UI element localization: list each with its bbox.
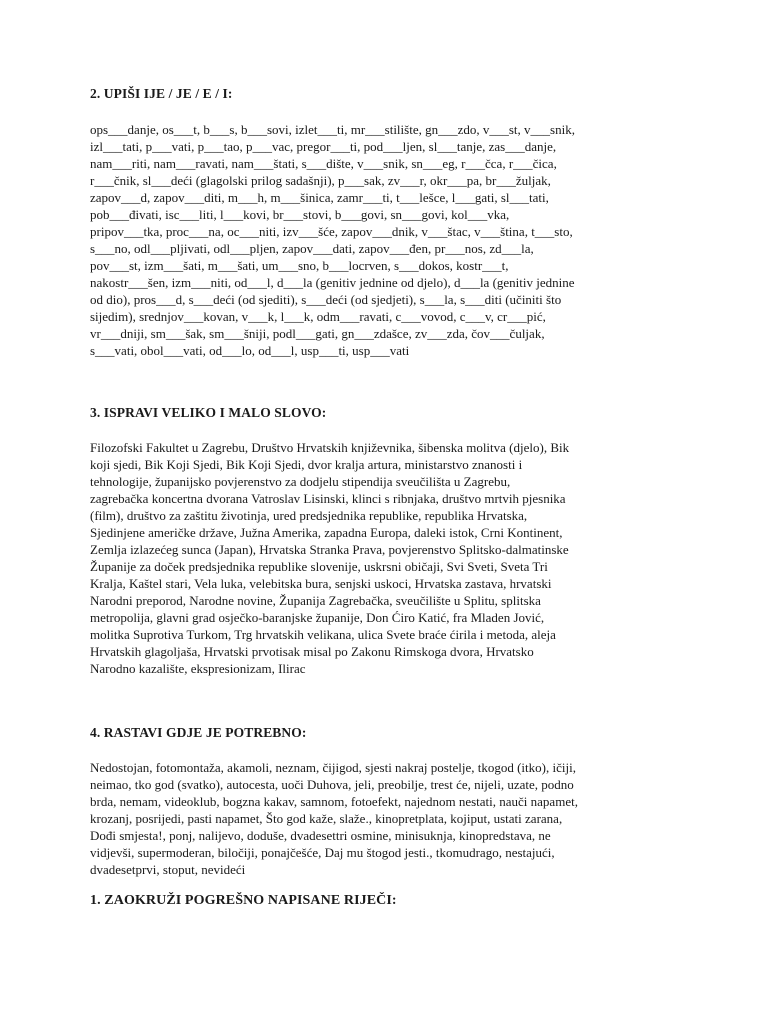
section-2-exercise-text [90,121,690,359]
text-line: r___čnik, sl___deći (glagolski prilog sadašnji), p___sak, zv___r, okr___pa, br___žuljak, [90,173,551,188]
text-line: pov___st, izm___šati, m___šati, um___sno, b___locrven, s___dokos, kostr___t, [90,258,509,273]
text-line: od dio), pros___d, s___deći (od sjediti), s___deći (od sjedjeti), s___la, s___diti (učiniti što [90,292,562,307]
text-line: izl___tati, p___vati, p___tao, p___vac, pregor___ti, pod___ljen, sl___tanje, zas___danje, [90,139,557,154]
text-line: (film), društvo za zaštitu životinja, ured predsjednika republike, republika Hrvatska, [90,508,528,523]
text-line: brda, nemam, videoklub, bogzna kakav, samnom, fotoefekt, najednom nestati, nauči napamet, [90,794,578,809]
text-line: sijedim), srednjov___kovan, v___k, l___k, odm___ravati, c___vovod, c___v, cr___pić, [90,309,546,324]
text-line: molitka Suprotiva Turkom, Trg hrvatskih velikana, ulica Svete braće ćirila i metoda, aleja [90,627,556,642]
text-line: vr___dniji, sm___šak, sm___šniji, podl___gati, gn___zdašce, zv___zda, čov___čuljak, [90,326,545,341]
section-2-heading: 2. UPIŠI IJE / JE / E / I: [90,86,233,101]
text-line: Kralja, Kaštel stari, Vela luka, velebitska bura, senjski uskoci, Hrvatska zastava, hrvatski [90,576,552,591]
text-line: zagrebačka koncertna dvorana Vatroslav Lisinski, klinci s ribnjaka, društvo mrtvih pjesnika [90,491,566,506]
text-line: Nedostojan, fotomontaža, akamoli, neznam, čijigod, sjesti nakraj postelje, tkogod (itko), ičiji, [90,760,576,775]
text-line: Hrvatskih glagoljaša, Hrvatski prvotisak misal po Zakonu Rimskoga dvora, Hrvatsko [90,644,534,659]
text-line: vidjevši, supermoderan, biločiji, ponajčešće, Daj mu štogod jesti., tkomudrago, nestajući, [90,845,555,860]
text-line: ops___danje, os___t, b___s, b___sovi, izlet___ti, mr___stilište, gn___zdo, v___st, v___snik, [90,122,575,137]
text-line: Županije za doček predsjednika republike slovenije, uskrsni običaji, Svi Sveti, Sveta Tri [90,559,548,574]
text-line: dvadesetprvi, stoput, nevideći [90,862,246,877]
text-line: pob___đivati, isc___liti, l___kovi, br___stovi, b___govi, sn___govi, kol___vka, [90,207,510,222]
text-line: krozanj, posrijedi, pasti napamet, Što god kaže, slaže., kinopretplata, kojiput, ustati zarana, [90,811,563,826]
text-line: Dođi smjesta!, ponj, nalijevo, doduše, dvadesettri osmine, minisuknja, kinopredstava, ne [90,828,551,843]
section-3-heading: 3. ISPRAVI VELIKO I MALO SLOVO: [90,405,327,420]
text-line: tehnologije, županijsko povjerenstvo za dodjelu stipendija sveučilišta u Zagrebu, [90,474,511,489]
text-line: pripov___tka, proc___na, oc___niti, izv___šće, zapov___dnik, v___štac, v___ština, t___sto, [90,224,573,239]
section-3-exercise-text [90,439,690,677]
text-line: Sjedinjene američke države, Južna Amerika, zapadna Europa, daleki istok, Crni Kontinent, [90,525,563,540]
text-line: neimao, tko god (svatko), autocesta, uoči Duhova, jeli, preobilje, trest će, nijeli, uzate, podno [90,777,574,792]
text-line: Filozofski Fakultet u Zagrebu, Društvo Hrvatskih književnika, šibenska molitva (djelo), Bik [90,440,570,455]
text-line: Narodni preporod, Narodne novine, Županija Zagrebačka, sveučilište u Splitu, splitska [90,593,541,608]
section-4-heading: 4. RASTAVI GDJE JE POTREBNO: [90,725,307,740]
text-line: metropolija, glavni grad osječko-baranjske županije, Don Ćiro Katić, fra Mladen Jović, [90,610,545,625]
text-line: nakostr___šen, izm___niti, od___l, d___la (genitiv jednine od djelo), d___la (genitiv jednine [90,275,575,290]
text-line: koji sjedi, Bik Koji Sjedi, Bik Koji Sjedi, dvor kralja artura, ministarstvo znanosti i [90,457,523,472]
text-line: nam___riti, nam___ravati, nam___štati, s___dište, v___snik, sn___eg, r___čca, r___čica, [90,156,557,171]
text-line: Narodno kazalište, ekspresionizam, Ilirac [90,661,306,676]
section-1-heading: 1. ZAOKRUŽI POGREŠNO NAPISANE RIJEČI: [90,893,397,908]
text-line: s___vati, obol___vati, od___lo, od___l, usp___ti, usp___vati [90,343,410,358]
text-line: s___no, odl___pljivati, odl___pljen, zapov___dati, zapov___đen, pr___nos, zd___la, [90,241,534,256]
text-line: Zemlja izlazećeg sunca (Japan), Hrvatska Stranka Prava, povjerenstvo Splitsko-dalmatinske [90,542,569,557]
text-line: zapov___d, zapov___diti, m___h, m___šinica, zamr___ti, t___lešce, l___gati, sl___tati, [90,190,549,205]
section-4-exercise-text [90,759,690,878]
